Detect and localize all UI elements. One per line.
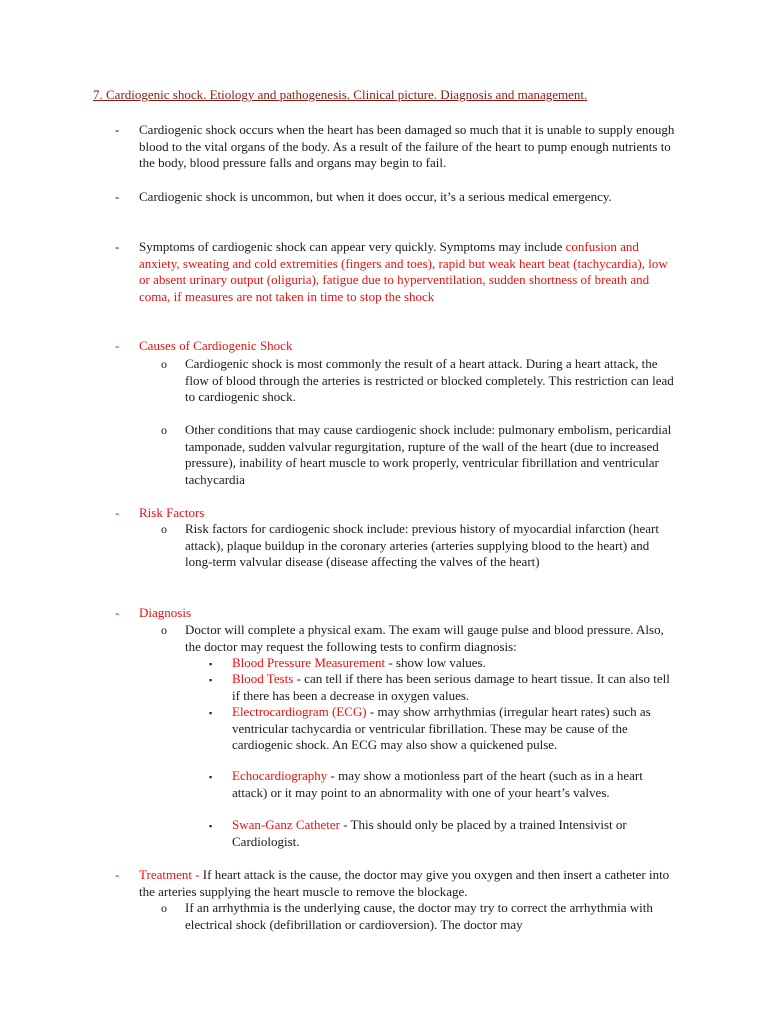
diagnosis-item-1: Doctor will complete a physical exam. The exam will gauge pulse and blood pressure. Also, the doctor may request the following tests to confirm diagnosis: <box>185 622 664 654</box>
treatment-text: If heart attack is the cause, the doctor may give you oxygen and then insert a catheter into the arteries supplying the heart muscle to remove the blockage. <box>139 867 670 899</box>
square-bullet: ▪ <box>209 772 213 782</box>
treatment-item-1: If an arrhythmia is the underlying cause, the doctor may try to correct the arrhythmia with electrical shock (defibrillation or cardioversion). The doctor may <box>185 900 653 932</box>
dash-bullet: - <box>115 338 120 353</box>
test-name: Blood Pressure Measurement <box>232 655 386 670</box>
test-desc: - This should only be placed by a trained Intensivist or Cardiologist. <box>232 817 627 849</box>
diagnosis-heading: Diagnosis <box>139 605 191 620</box>
circle-bullet: o <box>161 623 167 637</box>
diagnosis-test-blood <box>232 671 672 704</box>
square-bullet: ▪ <box>209 675 213 685</box>
intro-paragraph-1: Cardiogenic shock occurs when the heart has been damaged so much that it is unable to supply enough blood to the vital organs of the body. As a result of the failure of the heart to pump enough nutrients to the body, blood pressure falls and organs may begin to fail. <box>139 122 675 170</box>
symptoms-list: confusion and anxiety, sweating and cold extremities (fingers and toes), rapid but weak heart beat (tachycardia), low or absent urinary output (oliguria), fatigue due to hyperventilation, sudden shortness of breath and coma, if measures are not taken in time to stop the shock <box>139 239 668 304</box>
test-name: Swan-Ganz Catheter <box>232 817 340 832</box>
test-name: Blood Tests <box>232 671 294 686</box>
square-bullet: ▪ <box>209 708 213 718</box>
page-title: 7. Cardiogenic shock. Etiology and pathogenesis. Clinical picture. Diagnosis and management. <box>93 87 588 102</box>
treatment-paragraph <box>139 867 679 900</box>
dash-bullet: - <box>115 867 120 882</box>
square-bullet: ▪ <box>209 659 213 669</box>
diagnosis-test-ecg <box>232 704 672 754</box>
circle-bullet: o <box>161 423 167 437</box>
dash-bullet: - <box>115 505 120 520</box>
circle-bullet: o <box>161 901 167 915</box>
causes-item-1: Cardiogenic shock is most commonly the result of a heart attack. During a heart attack, the flow of blood through the arteries is restricted or blocked completely. This restriction can lead to cardiogenic shock. <box>185 356 674 404</box>
test-desc: - show low values. <box>385 655 486 670</box>
test-desc: - may show arrhythmias (irregular heart rates) such as ventricular tachycardia or ventricular fibrillation. These may be cause of the cardiogenic shock. An ECG may also show a quickened pulse. <box>232 704 651 752</box>
test-name: Echocardiography <box>232 768 328 783</box>
dash-bullet: - <box>115 605 120 620</box>
intro-paragraph-2: Cardiogenic shock is uncommon, but when it does occur, it’s a serious medical emergency. <box>139 189 612 204</box>
circle-bullet: o <box>161 522 167 536</box>
dash-bullet: - <box>115 122 120 137</box>
test-desc: - can tell if there has been serious damage to heart tissue. It can also tell if there has been a decrease in oxygen values. <box>232 671 670 703</box>
causes-heading: Causes of Cardiogenic Shock <box>139 338 293 353</box>
dash-bullet: - <box>115 189 120 204</box>
diagnosis-test-bp <box>232 655 672 672</box>
dash-bullet: - <box>115 239 120 254</box>
diagnosis-test-swan-ganz <box>232 817 672 850</box>
circle-bullet: o <box>161 357 167 371</box>
risk-factors-item-1: Risk factors for cardiogenic shock include: previous history of myocardial infarction (heart attack), plaque buildup in the coronary arteries (arteries supplying blood to the heart) and long-term valvular disease (disease affecting the valves of the heart) <box>185 521 659 569</box>
diagnosis-test-echo <box>232 768 672 801</box>
causes-item-2: Other conditions that may cause cardiogenic shock include: pulmonary embolism, pericardial tamponade, sudden valvular regurgitation, rupture of the wall of the heart (due to increased pressure), inability of heart muscle to work properly, ventricular fibrillation and ventricular tachycardia <box>185 422 672 487</box>
symptoms-paragraph <box>139 239 679 305</box>
symptoms-lead: Symptoms of cardiogenic shock can appear very quickly. Symptoms may include <box>139 239 563 254</box>
square-bullet: ▪ <box>209 821 213 831</box>
test-name: Electrocardiogram (ECG) <box>232 704 367 719</box>
test-desc: - may show a motionless part of the heart (such as in a heart attack) or it may point to an abnormality with one of your heart’s valves. <box>232 768 643 800</box>
risk-factors-heading: Risk Factors <box>139 505 205 520</box>
treatment-heading: Treatment - <box>139 867 200 882</box>
